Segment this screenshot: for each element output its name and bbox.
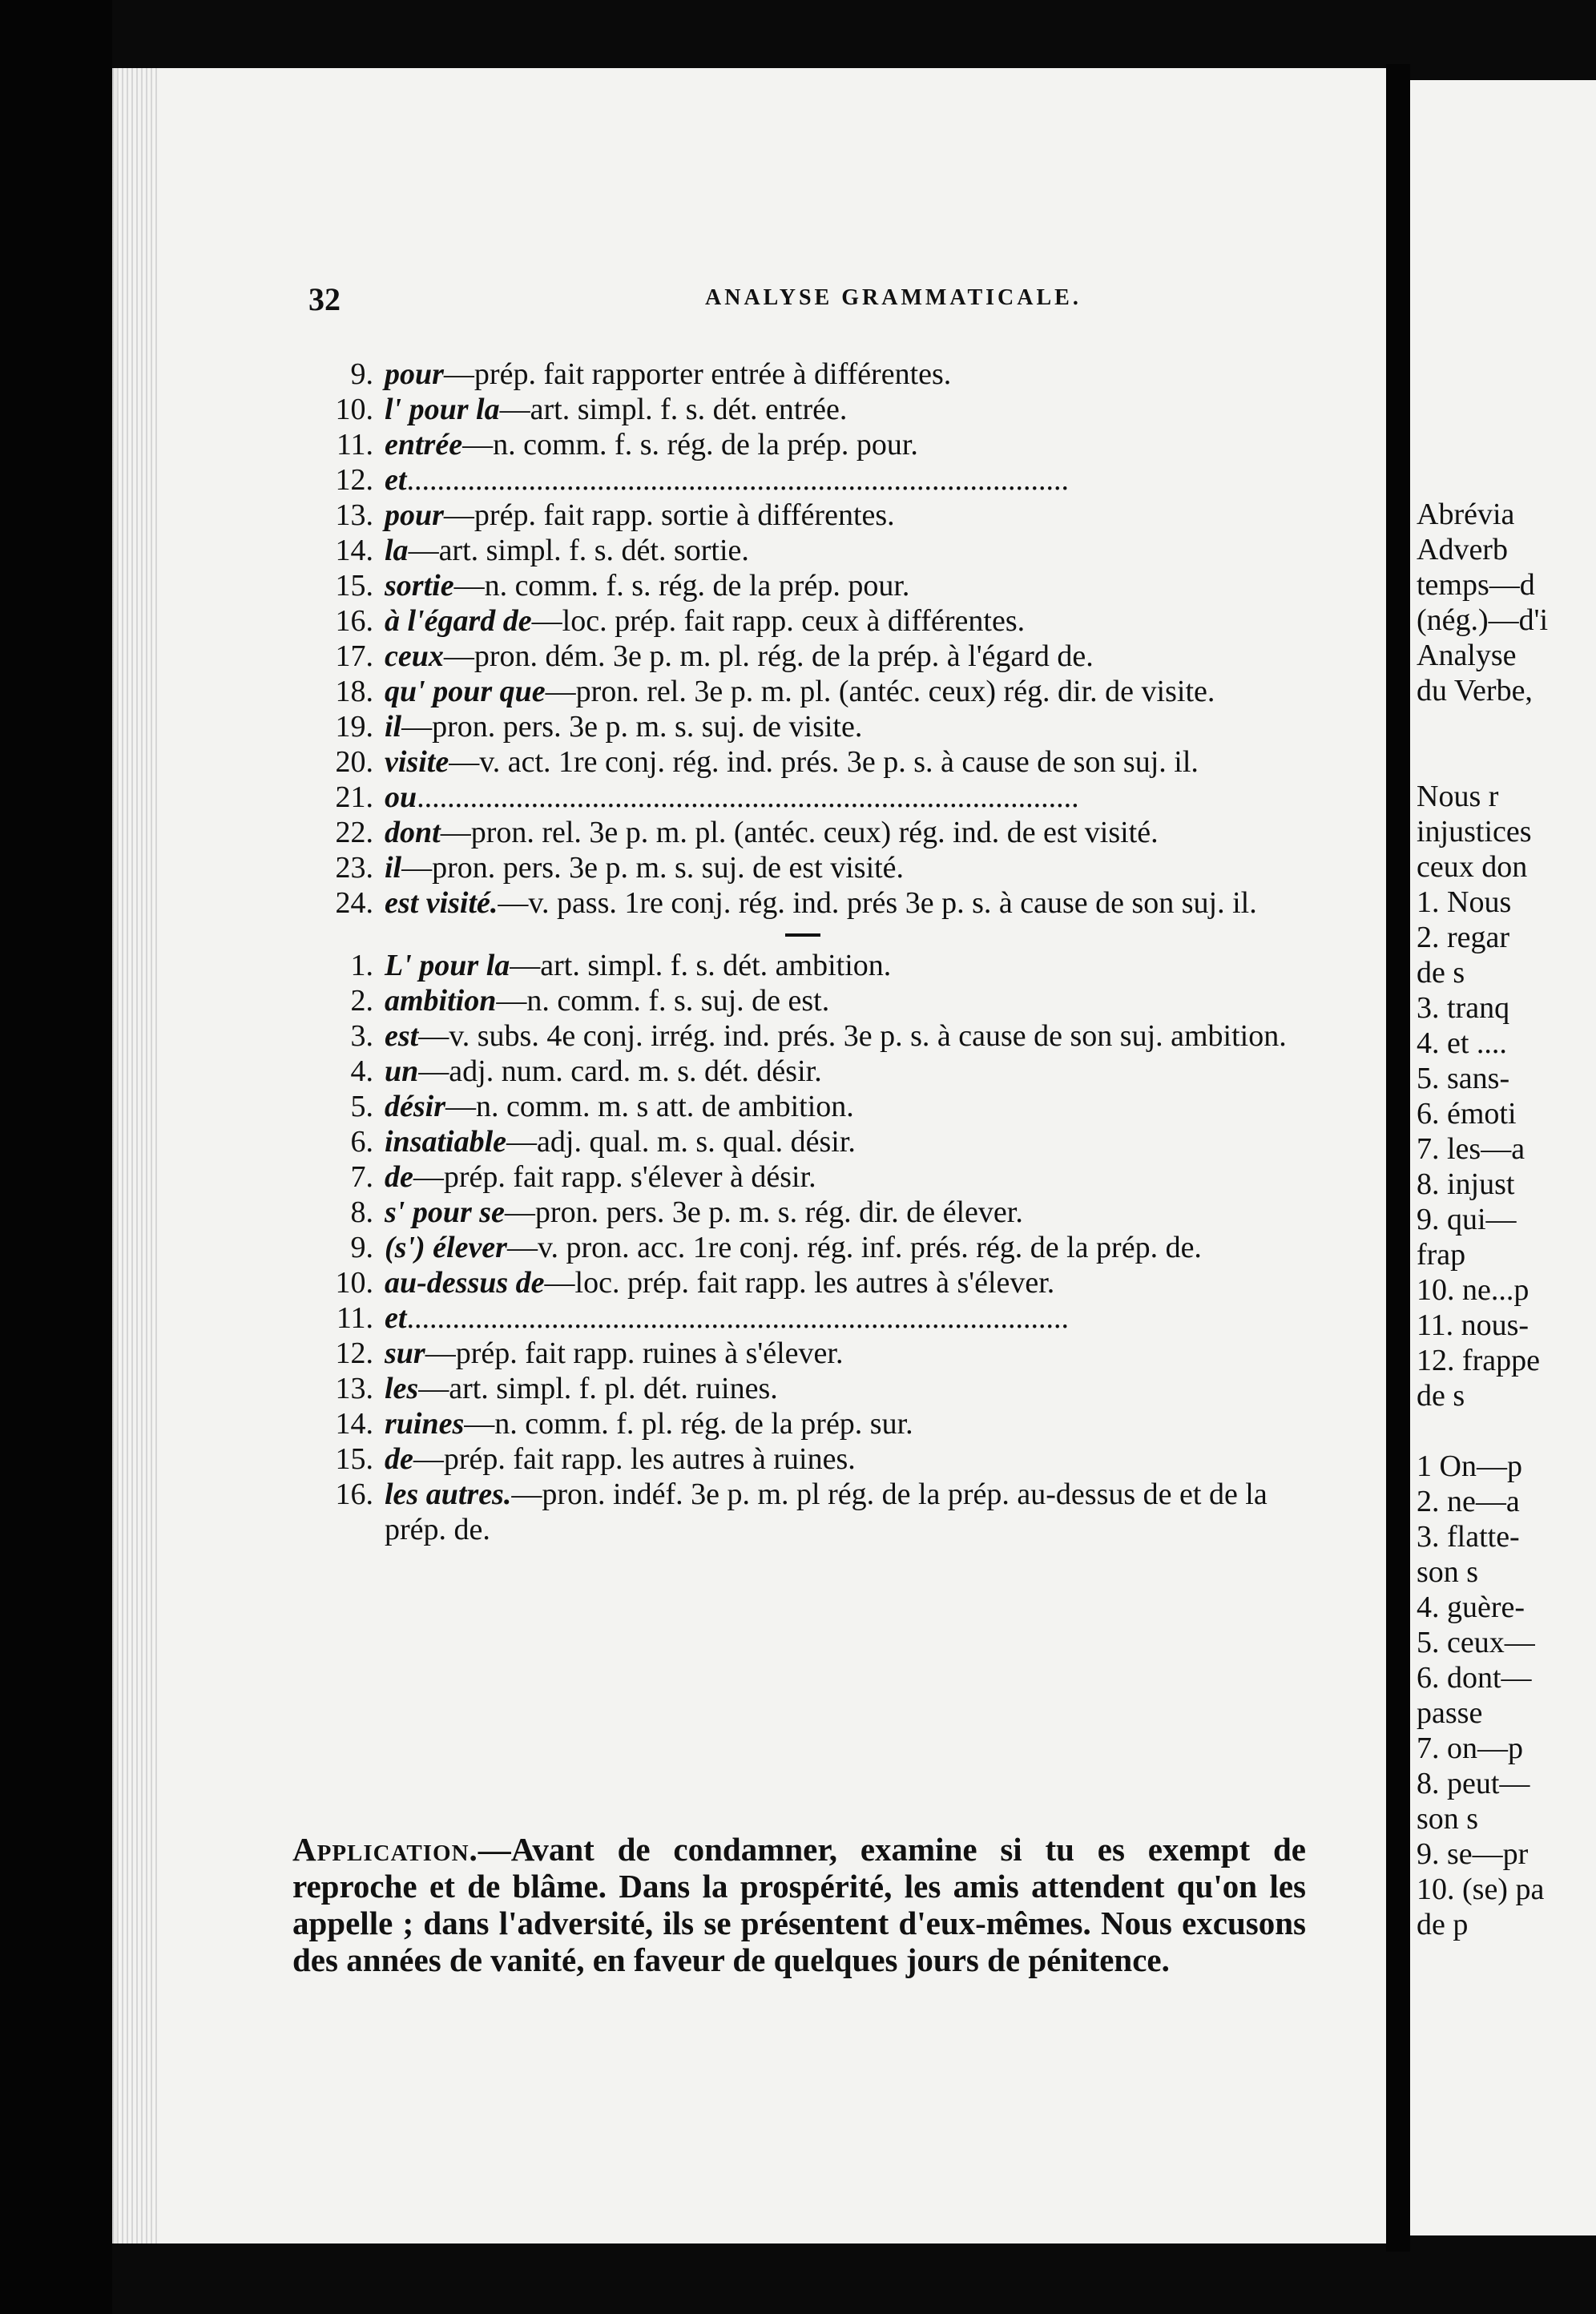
entry-description: —n. comm. f. s. rég. de la prép. pour. xyxy=(462,428,918,462)
entry-number: 11. xyxy=(336,428,373,462)
entry-number: 24. xyxy=(335,886,373,920)
analysis-entry xyxy=(316,1265,1314,1300)
entry-text xyxy=(385,1477,1314,1547)
entry-description: —prép. fait rapp. les autres à ruines. xyxy=(413,1442,856,1476)
entry-text xyxy=(385,462,1314,498)
application-label: Application. xyxy=(292,1831,478,1868)
entry-description: —loc. prép. fait rapp. les autres à s'élever. xyxy=(544,1266,1055,1300)
right-page-line: 12. frappe xyxy=(1417,1344,1541,1377)
entry-text xyxy=(385,568,1314,603)
right-page-line: 7. on—p xyxy=(1417,1731,1523,1765)
entry-text xyxy=(385,1441,1314,1477)
right-page-line: (nég.)—d'i xyxy=(1417,603,1549,637)
entry-description: —pron. pers. 3e p. m. s. suj. de est visité. xyxy=(401,851,905,885)
entry-headword: au-dessus de xyxy=(385,1266,545,1300)
page-edge-texture xyxy=(112,68,160,2243)
analysis-entry xyxy=(316,603,1314,639)
entry-text xyxy=(385,1018,1314,1054)
running-head: ANALYSE GRAMMATICALE. xyxy=(705,285,1082,310)
entry-text xyxy=(385,709,1314,744)
entry-description: —pron. pers. 3e p. m. s. rég. dir. de élever. xyxy=(504,1195,1023,1229)
entry-number: 15. xyxy=(335,569,373,603)
entry-text xyxy=(385,1336,1314,1371)
entry-text xyxy=(385,1230,1314,1265)
entry-text xyxy=(385,427,1314,462)
entry-number: 9. xyxy=(350,1231,373,1264)
analysis-entry xyxy=(316,1195,1314,1230)
right-page-text xyxy=(1410,497,1596,1942)
right-page-line: 6. émoti xyxy=(1417,1097,1517,1131)
entry-number: 10. xyxy=(335,1266,373,1300)
entry-headword: de xyxy=(385,1442,413,1476)
entry-text xyxy=(385,1089,1314,1124)
entry-number: 1. xyxy=(350,949,373,982)
right-page-line: de s xyxy=(1417,956,1465,990)
entry-text xyxy=(385,815,1314,850)
right-page-line: 4. guère- xyxy=(1417,1590,1525,1624)
right-page-line: du Verbe, xyxy=(1417,674,1533,708)
right-page-line: de s xyxy=(1417,1379,1465,1413)
right-page xyxy=(1410,80,1596,2235)
analysis-entry xyxy=(316,1230,1314,1265)
right-page-line: 1. Nous xyxy=(1417,885,1512,919)
entry-number: 3. xyxy=(350,1019,373,1053)
entry-headword: L' pour la xyxy=(385,949,510,982)
entry-headword: ruines xyxy=(385,1407,465,1441)
entry-number: 23. xyxy=(335,851,373,885)
analysis-entry xyxy=(316,498,1314,533)
analysis-entries xyxy=(316,357,1314,1547)
entry-headword: ou xyxy=(385,780,417,814)
entry-headword: ceux xyxy=(385,639,444,673)
right-page-line: 4. et .... xyxy=(1417,1026,1507,1060)
right-page-line: 10. ne...p xyxy=(1417,1273,1530,1307)
analysis-block-2 xyxy=(316,948,1314,1547)
entry-text xyxy=(385,392,1314,427)
entry-headword: la xyxy=(385,534,409,567)
right-page-line: 2. regar xyxy=(1417,921,1510,954)
right-page-line: 1 On—p xyxy=(1417,1449,1522,1483)
entry-number: 13. xyxy=(335,498,373,532)
application-paragraph xyxy=(292,1831,1306,1978)
entry-number: 17. xyxy=(335,639,373,673)
entry-headword: insatiable xyxy=(385,1125,507,1159)
right-page-line: Analyse xyxy=(1417,639,1517,672)
entry-text xyxy=(385,983,1314,1018)
analysis-entry xyxy=(316,983,1314,1018)
entry-text xyxy=(385,1300,1314,1336)
analysis-entry xyxy=(316,850,1314,885)
entry-number: 6. xyxy=(350,1125,373,1159)
entry-description: —art. simpl. f. s. dét. ambition. xyxy=(510,949,892,982)
entry-headword: et xyxy=(385,463,407,497)
right-page-line: 7. les—a xyxy=(1417,1132,1525,1166)
entry-headword: dont xyxy=(385,816,441,849)
entry-number: 18. xyxy=(335,675,373,708)
analysis-entry xyxy=(316,1054,1314,1089)
right-page-line: Abrévia xyxy=(1417,498,1515,531)
right-page-line: 3. flatte- xyxy=(1417,1520,1520,1554)
right-page-line: 9. se—pr xyxy=(1417,1837,1529,1871)
scan-border-left xyxy=(0,0,112,2314)
entry-text xyxy=(385,780,1314,815)
entry-description: —v. subs. 4e conj. irrég. ind. prés. 3e p. s. à cause de son suj. ambition. xyxy=(418,1019,1287,1053)
entry-number: 5. xyxy=(350,1090,373,1123)
entry-description: —art. simpl. f. s. dét. sortie. xyxy=(408,534,749,567)
entry-text xyxy=(385,639,1314,674)
entry-headword: pour xyxy=(385,498,444,532)
analysis-entry xyxy=(316,533,1314,568)
right-page-line: 9. qui— xyxy=(1417,1203,1517,1236)
entry-number: 20. xyxy=(335,745,373,779)
right-page-line: Adverb xyxy=(1417,533,1508,566)
analysis-entry xyxy=(316,948,1314,983)
entry-text xyxy=(385,674,1314,709)
entry-description: —prép. fait rapp. sortie à différentes. xyxy=(443,498,895,532)
entry-headword: l' pour la xyxy=(385,393,500,426)
entry-description: —art. simpl. f. s. dét. entrée. xyxy=(499,393,848,426)
analysis-entry xyxy=(316,1089,1314,1124)
entry-headword: s' pour se xyxy=(385,1195,505,1229)
entry-number: 15. xyxy=(335,1442,373,1476)
entry-headword: il xyxy=(385,851,402,885)
entry-description: —n. comm. f. s. rég. de la prép. pour. xyxy=(453,569,910,603)
entry-text xyxy=(385,1195,1314,1230)
section-separator xyxy=(785,933,820,937)
entry-description: ....................................................................................... xyxy=(406,1301,1069,1335)
entry-number: 22. xyxy=(335,816,373,849)
analysis-entry xyxy=(316,392,1314,427)
analysis-entry xyxy=(316,462,1314,498)
page-number: 32 xyxy=(308,281,341,317)
entry-description: —v. pass. 1re conj. rég. ind. prés 3e p. s. à cause de son suj. il. xyxy=(498,886,1257,920)
right-page-line: de p xyxy=(1417,1908,1469,1941)
analysis-entry xyxy=(316,1441,1314,1477)
page-header xyxy=(196,280,1318,320)
entry-description: —pron. indéf. 3e p. m. pl rég. de la prép. au-dessus de et de la prép. de. xyxy=(385,1477,1268,1546)
right-page-line: ceux don xyxy=(1417,850,1528,884)
right-page-line: 8. peut— xyxy=(1417,1767,1530,1800)
analysis-entry xyxy=(316,1124,1314,1159)
right-page-line: 6. dont— xyxy=(1417,1661,1532,1695)
entry-text xyxy=(385,533,1314,568)
entry-number: 4. xyxy=(350,1054,373,1088)
analysis-entry xyxy=(316,1406,1314,1441)
entry-number: 12. xyxy=(335,1336,373,1370)
entry-description: —n. comm. f. s. suj. de est. xyxy=(496,984,830,1018)
entry-description: —pron. pers. 3e p. m. s. suj. de visite. xyxy=(401,710,863,744)
analysis-entry xyxy=(316,1159,1314,1195)
entry-description: —pron. rel. 3e p. m. pl. (antéc. ceux) rég. ind. de est visité. xyxy=(440,816,1159,849)
right-page-line: Nous r xyxy=(1417,780,1499,813)
right-page-line: temps—d xyxy=(1417,568,1535,602)
right-page-line xyxy=(1417,1413,1596,1449)
entry-headword: est visité. xyxy=(385,886,498,920)
right-page-line: injustices xyxy=(1417,815,1532,849)
right-page-line: 2. ne—a xyxy=(1417,1485,1520,1518)
analysis-entry xyxy=(316,1336,1314,1371)
entry-text xyxy=(385,1406,1314,1441)
entry-headword: (s') élever xyxy=(385,1231,507,1264)
entry-headword: un xyxy=(385,1054,419,1088)
book-gutter xyxy=(1386,64,1410,2252)
entry-number: 13. xyxy=(335,1372,373,1405)
entry-headword: pour xyxy=(385,357,444,391)
entry-headword: les autres. xyxy=(385,1477,512,1511)
entry-description: —adj. num. card. m. s. dét. désir. xyxy=(418,1054,822,1088)
entry-headword: les xyxy=(385,1372,419,1405)
right-page-line: son s xyxy=(1417,1555,1479,1589)
entry-text xyxy=(385,1124,1314,1159)
right-page-line: 11. nous- xyxy=(1417,1308,1530,1342)
entry-headword: sur xyxy=(385,1336,425,1370)
entry-description: —prép. fait rapp. s'élever à désir. xyxy=(413,1160,816,1194)
entry-number: 8. xyxy=(350,1195,373,1229)
entry-headword: désir xyxy=(385,1090,445,1123)
analysis-entry xyxy=(316,709,1314,744)
entry-number: 11. xyxy=(336,1301,373,1335)
entry-number: 7. xyxy=(350,1160,373,1194)
entry-headword: visite xyxy=(385,745,449,779)
entry-number: 16. xyxy=(335,604,373,638)
analysis-entry xyxy=(316,674,1314,709)
entry-description: —prép. fait rapp. ruines à s'élever. xyxy=(425,1336,844,1370)
right-page-line: 5. sans- xyxy=(1417,1062,1510,1095)
entry-description: —n. comm. f. pl. rég. de la prép. sur. xyxy=(464,1407,913,1441)
right-page-line: 10. (se) pa xyxy=(1417,1873,1545,1906)
entry-description: —pron. dém. 3e p. m. pl. rég. de la prép. à l'égard de. xyxy=(443,639,1094,673)
right-page-line: 8. injust xyxy=(1417,1167,1515,1201)
analysis-entry xyxy=(316,1477,1314,1547)
right-page-line: 3. tranq xyxy=(1417,991,1510,1025)
entry-description: —pron. rel. 3e p. m. pl. (antéc. ceux) rég. dir. de visite. xyxy=(545,675,1215,708)
entry-text xyxy=(385,357,1314,392)
entry-description: ....................................................................................... xyxy=(406,463,1069,497)
entry-text xyxy=(385,603,1314,639)
right-page-line: 5. ceux— xyxy=(1417,1626,1535,1659)
entry-description: —adj. qual. m. s. qual. désir. xyxy=(506,1125,856,1159)
analysis-entry xyxy=(316,1371,1314,1406)
right-page-line xyxy=(1417,708,1596,744)
entry-text xyxy=(385,1265,1314,1300)
entry-description: —art. simpl. f. pl. dét. ruines. xyxy=(418,1372,778,1405)
entry-number: 14. xyxy=(335,534,373,567)
analysis-entry xyxy=(316,568,1314,603)
right-page-line xyxy=(1417,744,1596,779)
analysis-block-1 xyxy=(316,357,1314,921)
entry-text xyxy=(385,885,1314,921)
entry-headword: est xyxy=(385,1019,419,1053)
entry-description: ....................................................................................... xyxy=(417,780,1079,814)
entry-headword: il xyxy=(385,710,402,744)
analysis-entry xyxy=(316,427,1314,462)
entry-text xyxy=(385,1159,1314,1195)
entry-text xyxy=(385,744,1314,780)
entry-headword: à l'égard de xyxy=(385,604,532,638)
entry-headword: sortie xyxy=(385,569,454,603)
entry-number: 16. xyxy=(335,1477,373,1511)
entry-description: —loc. prép. fait rapp. ceux à différentes. xyxy=(531,604,1026,638)
entry-number: 19. xyxy=(335,710,373,744)
entry-number: 2. xyxy=(350,984,373,1018)
application-text: —Avant de condamner, examine si tu es exempt de reproche et de blâme. Dans la prospérité, les amis attendent qu'on les appelle ; dans l'adversité, ils se présentent d'eux-mêmes. Nous excusons des années de vanité, en faveur de quelques jours de pénitence. xyxy=(292,1831,1306,1978)
entry-text xyxy=(385,1371,1314,1406)
entry-number: 9. xyxy=(350,357,373,391)
entry-number: 14. xyxy=(335,1407,373,1441)
right-page-line: frap xyxy=(1417,1238,1466,1272)
analysis-entry xyxy=(316,885,1314,921)
analysis-entry xyxy=(316,815,1314,850)
right-page-line: son s xyxy=(1417,1802,1479,1836)
entry-text xyxy=(385,850,1314,885)
entry-number: 21. xyxy=(335,780,373,814)
analysis-entry xyxy=(316,744,1314,780)
entry-text xyxy=(385,1054,1314,1089)
entry-headword: de xyxy=(385,1160,413,1194)
entry-description: —prép. fait rapporter entrée à différentes. xyxy=(443,357,952,391)
analysis-entry xyxy=(316,1300,1314,1336)
analysis-entry xyxy=(316,639,1314,674)
entry-headword: et xyxy=(385,1301,407,1335)
entry-number: 10. xyxy=(335,393,373,426)
entry-text xyxy=(385,498,1314,533)
entry-headword: ambition xyxy=(385,984,497,1018)
entry-description: —n. comm. m. s att. de ambition. xyxy=(445,1090,854,1123)
entry-headword: entrée xyxy=(385,428,463,462)
analysis-entry xyxy=(316,780,1314,815)
entry-description: —v. pron. acc. 1re conj. rég. inf. prés. rég. de la prép. de. xyxy=(506,1231,1202,1264)
entry-number: 12. xyxy=(335,463,373,497)
entry-text xyxy=(385,948,1314,983)
right-page-line: passe xyxy=(1417,1696,1483,1730)
entry-description: —v. act. 1re conj. rég. ind. prés. 3e p. s. à cause de son suj. il. xyxy=(449,745,1199,779)
entry-headword: qu' pour que xyxy=(385,675,546,708)
analysis-entry xyxy=(316,1018,1314,1054)
analysis-entry xyxy=(316,357,1314,392)
